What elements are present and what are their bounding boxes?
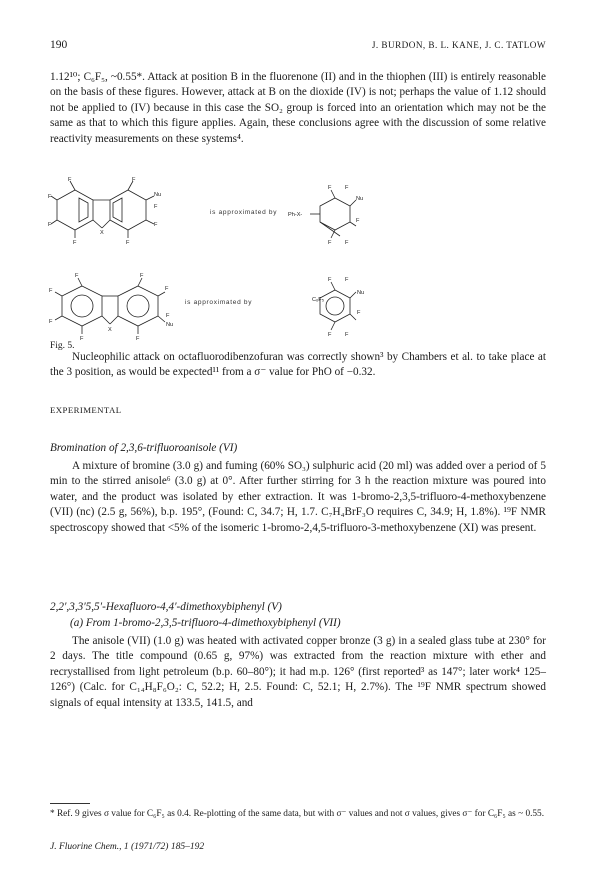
row2-approx-label: is approximated by [185,299,253,306]
atom-f: F [328,332,332,338]
atom-ph-x: Ph-X- [288,212,303,218]
atom-f: F [49,319,53,325]
atom-f: F [165,286,169,292]
atom-f: F [328,185,332,191]
atom-f: F [68,177,72,183]
bromination-paragraph: A mixture of bromine (3.0 g) and fuming (60% SO₃) sulphuric acid (20 ml) was added over a period of 5 min to the stirred anisole⁶ (3.0 g) at 0°. After further stirring for 3 h the reaction mixture was poured into water, and the product was isolated by ether extraction. It was 1-bromo-2,3,5-trifluoro-4-methoxybenzene (VII) (nc) (2.5 g, 56%), b.p. 195°, (Found: C, 34.7; H, 1.7. C₇H₄BrF₃O requires C, 34.9; H, 1.8%). ¹⁹F NMR spectroscopy showed that <5% of the isomeric 1-bromo-2,4,5-trifluoro-3-methoxybenzene (XI) was present. [50,460,546,534]
atom-nu: Nu [356,196,364,202]
atom-f: F [48,222,52,228]
tricyclic-structure-row2 [55,278,165,334]
biphenyl-title: 2,2′,3,3′5,5′-Hexafluoro-4,4′-dimethoxybiphenyl (V) [50,601,282,613]
experimental-heading: EXPERIMENTAL [50,405,122,415]
journal-reference: J. Fluorine Chem., 1 (1971/72) 185–192 [50,842,205,852]
atom-nu: Nu [166,322,174,328]
atom-f: F [345,185,349,191]
atom-f: F [356,218,360,224]
biphenyl-paragraph: The anisole (VII) (1.0 g) was heated with activated copper bronze (3 g) in a sealed glass tube at 230° for 2 days. The title compound (0.65 g, 97%) was extracted from the reaction mixture with ether and recrystallised from light petroleum (b.p. 60–80°); it had m.p. 126° (first reported³ as 147°; later work⁴ 125–126°) (Calc. for C₁₄H₈F₆O₂: C, 52.2; H, 2.5. Found: C, 52.1; H, 2.7%). The ¹⁹F NMR spectrum showed signals of equal intensity at 133.5, 141.5, and [50,635,546,709]
nucleophilic-paragraph: Nucleophilic attack on octafluorodibenzofuran was correctly shown³ by Chambers et al. to take place at the 3 position, as would be expected¹¹ from a σ⁻ value for PhO of −0.32. [50,351,546,379]
atom-f: F [48,194,52,200]
biphenyl-subtitle: (a) From 1-bromo-2,3,5-trifluoro-4-dimethoxybiphenyl (VII) [70,617,341,629]
atom-f: F [49,288,53,294]
atom-f: F [166,313,170,319]
footnote: * Ref. 9 gives σ value for C₆F₅ as 0.4. Re-plotting of the same data, but with σ⁻ values and not σ values, gives σ⁻ for C₆F₅ as ~ 0.55. [50,809,545,819]
running-header [50,39,546,53]
bromination-title: Bromination of 2,3,6-trifluoroanisole (VI) [50,442,238,454]
atom-nu: Nu [154,192,162,198]
atom-f: F [154,222,158,228]
page-number: 190 [50,39,68,51]
figure-caption: Fig. 5. [50,341,75,351]
atom-c6f5: C₆F₅ [312,297,324,303]
atom-f: F [357,310,361,316]
footnote-rule [50,803,90,804]
atom-f: F [140,273,144,279]
intro-paragraph: 1.12¹⁰; C₆F₅, ~0.55*. Attack at position B in the fluorenone (II) and in the thiophen (III) is entirely reasonable on the basis of these figures. However, attack at B on the dioxide (IV) is not; perhaps the value of 1.12 should not be applied to (IV) because in this case the SO₂ group is forced into an orientation which may not be the same as that to which this figure applies. Again, these conclusions agree with the discussion of some relative reactivity measurements on these systems⁴. [50,71,546,145]
atom-f: F [75,273,79,279]
atom-f: F [73,240,77,246]
atom-x: X [100,230,104,236]
row1-approx-label: is approximated by [210,209,278,216]
atom-f: F [126,240,130,246]
model-ring-row1 [310,190,356,238]
atom-x: X [108,327,112,333]
atom-f: F [136,336,140,342]
atom-f: F [80,336,84,342]
atom-f: F [345,332,349,338]
figure-5-structures [48,177,450,342]
model-ring-row2 [320,282,356,330]
atom-nu: Nu [357,290,365,296]
running-header-authors: J. BURDON, B. L. KANE, J. C. TATLOW [371,40,546,50]
atom-f: F [154,204,158,210]
atom-f: F [345,240,349,246]
atom-f: F [328,277,332,283]
atom-f: F [345,277,349,283]
atom-f: F [328,240,332,246]
atom-f: F [132,177,136,183]
